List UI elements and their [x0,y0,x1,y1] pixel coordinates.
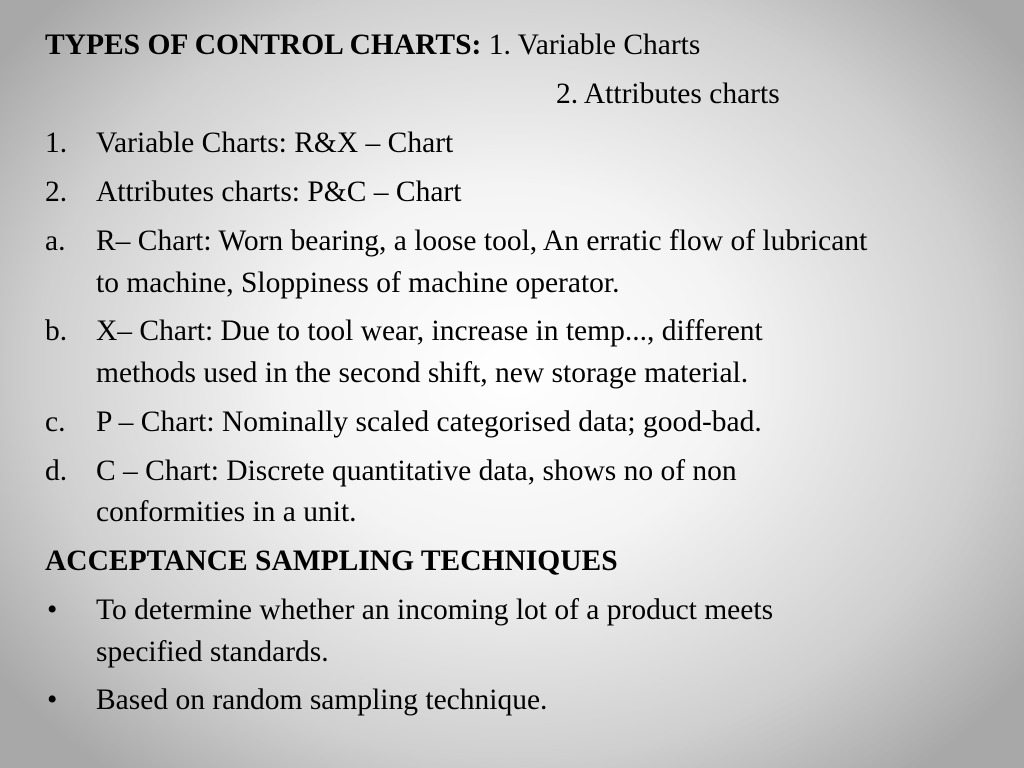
lettered-text-d-line2: conformities in a unit. [96,496,357,528]
numbered-marker-2: 2. [45,176,68,208]
lettered-text-b-line1: X– Chart: Due to tool wear, increase in temp..., different [96,315,763,347]
numbered-text-2: Attributes charts: P&C – Chart [96,176,462,208]
lettered-text-d-line1: C – Chart: Discrete quantitative data, shows no of non [96,455,737,487]
bullet-text-1-line1: To determine whether an incoming lot of a product meets [96,594,774,626]
title-item-attributes-charts: 2. Attributes charts [556,78,780,110]
bullet-marker-1: • [47,594,58,626]
title-item-variable-charts: 1. Variable Charts [488,29,701,61]
lettered-marker-c: c. [45,406,66,438]
bullet-text-2-line1: Based on random sampling technique. [96,684,548,716]
numbered-marker-1: 1. [45,127,68,159]
lettered-marker-a: a. [45,225,66,257]
lettered-marker-b: b. [45,315,68,347]
section-heading-acceptance-sampling: ACCEPTANCE SAMPLING TECHNIQUES [45,545,618,577]
numbered-text-1: Variable Charts: R&X – Chart [96,127,454,159]
bullet-text-1-line2: specified standards. [96,636,329,668]
lettered-text-a-line2: to machine, Sloppiness of machine operator. [96,267,620,299]
bullet-marker-2: • [47,684,58,716]
slide-title [45,25,700,65]
lettered-text-c-line1: P – Chart: Nominally scaled categorised data; good-bad. [96,406,762,438]
lettered-text-b-line2: methods used in the second shift, new storage material. [96,357,749,389]
lettered-marker-d: d. [45,455,68,487]
title-bold-heading: TYPES OF CONTROL CHARTS: [45,29,482,61]
lettered-text-a-line1: R– Chart: Worn bearing, a loose tool, An erratic flow of lubricant [96,225,868,257]
